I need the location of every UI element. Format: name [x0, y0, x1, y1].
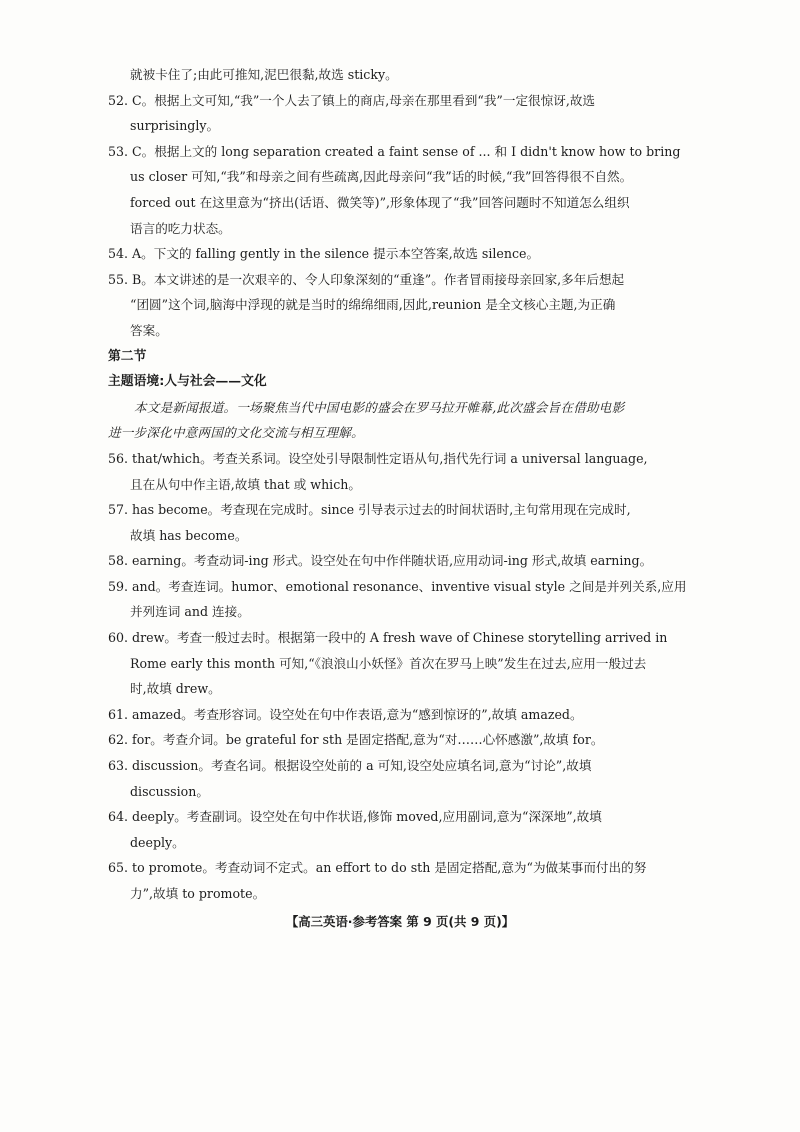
- text-line: 61. amazed。考查形容词。设空处在句中作表语,意为“感到惊讶的”,故填 amazed。: [108, 706, 583, 722]
- text-line: 60. drew。考查一般过去时。根据第一段中的 A fresh wave of Chinese storytelling arrived in: [108, 630, 668, 646]
- text-line: “团圆”这个词,脑海中浮现的就是当时的绵绵细雨,因此,reunion 是全文核心主题,为正确: [130, 297, 616, 313]
- text-line: 语言的吃力状态。: [130, 220, 231, 236]
- text-line: 就被卡住了;由此可推知,泥巴很黏,故选 sticky。: [130, 67, 398, 82]
- text-line: 并列连词 and 连接。: [130, 604, 250, 620]
- text-line: deeply。: [130, 834, 185, 850]
- text-line: 56. that/which。考查关系词。设空处引导限制性定语从句,指代先行词 a universal language,: [108, 450, 648, 466]
- text-line: 答案。: [130, 322, 168, 338]
- text-line: 57. has become。考查现在完成时。since 引导表示过去的时间状语时,主句常用现在完成时,: [108, 502, 631, 518]
- text-line: 59. and。考查连词。humor、emotional resonance、inventive visual style 之间是并列关系,应用: [108, 578, 687, 594]
- text-line: 力”,故填 to promote。: [130, 886, 266, 901]
- text-line: 时,故填 drew。: [130, 681, 221, 697]
- text-line: 64. deeply。考查副词。设空处在句中作状语,修饰 moved,应用副词,意为“深深地”,故填: [108, 809, 602, 825]
- text-line: 故填 has become。: [130, 527, 248, 543]
- text-line: 52. C。根据上文可知,“我”一个人去了镇上的商店,母亲在那里看到“我”一定很惊讶,故选: [108, 92, 596, 108]
- text-line: forced out 在这里意为“挤出(话语、微笑等)”,形象体现了“我”回答问题时不知道怎么组织: [130, 194, 630, 210]
- text-line: 63. discussion。考查名词。根据设空处前的 a 可知,设空处应填名词,意为“讨论”,故填: [108, 758, 592, 774]
- page-footer: 【高三英语·参考答案 第 9 页(共 9 页)】: [285, 914, 515, 929]
- text-line: 54. A。下文的 falling gently in the silence 提示本空答案,故选 silence。: [108, 246, 540, 262]
- text-line: Rome early this month 可知,“《浪浪山小妖怪》首次在罗马上映”发生在过去,应用一般过去: [130, 655, 647, 671]
- answer-key-body: [108, 62, 693, 907]
- text-line: 且在从句中作主语,故填 that 或 which。: [130, 476, 361, 492]
- text-line: 65. to promote。考查动词不定式。an effort to do sth 是固定搭配,意为“为做某事而付出的努: [108, 860, 647, 876]
- text-line: 主题语境:人与社会——文化: [108, 374, 267, 390]
- text-line: 进一步深化中意两国的文化交流与相互理解。: [108, 425, 364, 441]
- text-line: 62. for。考查介词。be grateful for sth 是固定搭配,意为“对……心怀感激”,故填 for。: [108, 732, 604, 748]
- text-line: 55. B。本文讲述的是一次艰辛的、令人印象深刻的“重逢”。作者冒雨接母亲回家,多年后想起: [108, 271, 625, 287]
- text-line: 第二节: [108, 348, 147, 364]
- text-line: 本文是新闻报道。一场聚焦当代中国电影的盛会在罗马拉开帷幕,此次盛会旨在借助电影: [134, 399, 625, 415]
- text-line: discussion。: [130, 783, 209, 799]
- text-line: 58. earning。考查动词-ing 形式。设空处在句中作伴随状语,应用动词-ing 形式,故填 earning。: [108, 553, 653, 569]
- text-line: 53. C。根据上文的 long separation created a faint sense of ... 和 I didn't know how to bring: [108, 143, 681, 159]
- text-line: us closer 可知,“我”和母亲之间有些疏离,因此母亲问“我”话的时候,“我”回答得很不自然。: [130, 169, 633, 185]
- text-line: surprisingly。: [130, 118, 220, 134]
